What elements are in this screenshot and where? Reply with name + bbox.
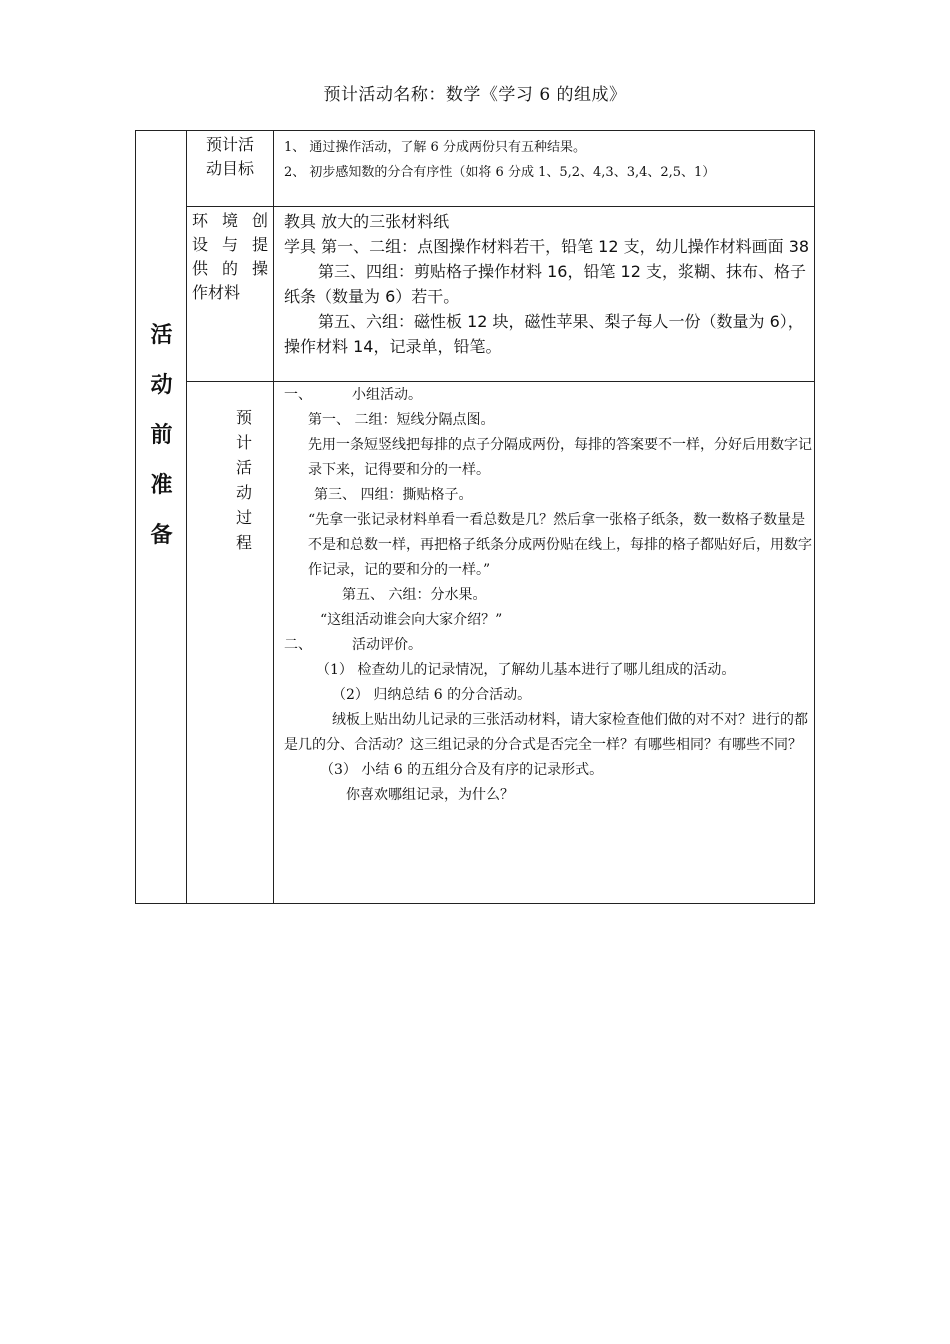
section-label-char: 前 <box>150 423 173 448</box>
part-heading <box>284 383 813 408</box>
section-label-char: 准 <box>150 473 173 498</box>
environment-line: 教具 放大的三张材料纸 <box>284 212 450 231</box>
evaluation-question: 你喜欢哪组记录，为什么？ <box>346 787 514 803</box>
part-number: 二、 <box>284 637 312 653</box>
process-label-char: 动 <box>235 483 252 502</box>
part-number: 一、 <box>284 387 312 403</box>
lesson-plan-table <box>135 130 815 904</box>
section-label-char: 活 <box>150 323 173 348</box>
goals-label-text: 预计活动目标 <box>206 135 255 178</box>
part-title: 活动评价。 <box>352 637 422 653</box>
group-text: 先用一条短竖线把每排的点子分隔成两份，每排的答案要不一样，分好后用数字记录下来，记得要和分的一样。 <box>308 437 812 478</box>
section-label <box>136 311 187 561</box>
environment-label <box>192 209 268 305</box>
environment-line: 第五、六组：磁性板 12 块，磁性苹果、梨子每人一份（数量为 6），操作材料 14，记录单，铅笔。 <box>284 312 804 356</box>
goal-item: 1、 通过操作活动，了解 6 分成两份只有五种结果。 <box>284 140 586 155</box>
row-divider-2 <box>187 381 814 382</box>
evaluation-item: （1） 检查幼儿的记录情况，了解幼儿基本进行了哪儿组成的活动。 <box>316 662 736 678</box>
environment-label-line: 环 境 创 <box>192 211 268 230</box>
evaluation-text: 绒板上贴出幼儿记录的三张活动材料，请大家检查他们做的对不对？进行的都是几的分、合活动？这三组记录的分合式是否完全一样？有哪些相同？有哪些不同？ <box>284 712 808 753</box>
evaluation-item: （3） 小结 6 的五组分合及有序的记录形式。 <box>320 762 604 778</box>
environment-label-line: 设 与 提 <box>192 235 268 254</box>
section-label-char: 备 <box>150 523 173 548</box>
environment-line: 学具 第一、二组：点图操作材料若干，铅笔 12 支，幼儿操作材料画面 38 <box>284 237 810 256</box>
goals-label <box>187 133 273 181</box>
process-label-char: 程 <box>235 533 252 552</box>
process-label-char: 计 <box>235 433 252 452</box>
environment-label-line: 作材料 <box>192 283 241 302</box>
part-heading <box>284 633 813 658</box>
process-content <box>273 383 813 808</box>
group-title: 第三、 四组：撕贴格子。 <box>314 487 473 503</box>
environment-label-line: 供 的 操 <box>192 259 268 278</box>
group-text: “先拿一张记录材料单看一看总数是几？然后拿一张格子纸条，数一数格子数量是不是和总数一样，再把格子纸条分成两份贴在线上，每排的格子都贴好后，用数字作记录，记的要和分的一样。” <box>308 512 812 578</box>
environment-line: 第三、四组：剪贴格子操作材料 16，铅笔 12 支，浆糊、抹布、格子纸条（数量为 6）若干。 <box>284 262 806 306</box>
group-title: 第一、 二组：短线分隔点图。 <box>308 412 495 428</box>
row-divider-1 <box>187 206 814 207</box>
goal-item: 2、 初步感知数的分合有序性（如将 6 分成 1、5,2、4,3、3,4、2,5、1） <box>284 165 716 180</box>
evaluation-item: （2） 归纳总结 6 的分合活动。 <box>332 687 532 703</box>
group-quote: “这组活动谁会向大家介绍？” <box>320 612 503 628</box>
process-label-char: 预 <box>235 408 252 427</box>
page-title: 预计活动名称：数学《学习 6 的组成》 <box>323 85 627 105</box>
section-label-char: 动 <box>150 373 173 398</box>
goals-content <box>273 135 809 185</box>
part-title: 小组活动。 <box>352 387 422 403</box>
process-label-char: 过 <box>235 508 252 527</box>
environment-content <box>273 209 813 359</box>
group-title: 第五、 六组：分水果。 <box>342 587 487 603</box>
process-label-char: 活 <box>235 458 252 477</box>
